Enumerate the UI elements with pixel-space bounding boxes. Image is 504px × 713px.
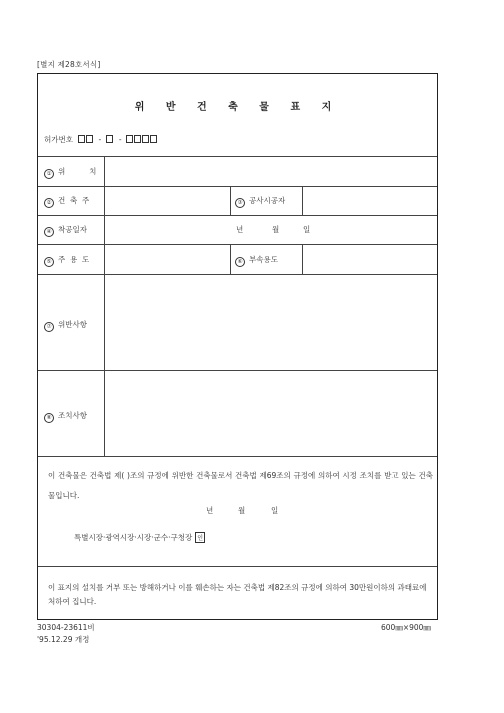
form-title: 위 반 건 축 물 표 지 bbox=[134, 102, 341, 113]
notice-day-unit: 일 bbox=[271, 506, 279, 515]
issuer bbox=[74, 532, 205, 543]
column-divider bbox=[230, 244, 231, 274]
violation-label bbox=[44, 319, 87, 332]
label-text: 주 용 도 bbox=[58, 255, 90, 264]
start-year-unit: 년 bbox=[236, 225, 244, 234]
permit-box bbox=[106, 135, 113, 143]
seal-mark: 인 bbox=[195, 532, 205, 543]
row-number: ⑤ bbox=[44, 257, 54, 267]
main-use-label bbox=[44, 254, 89, 267]
permit-dash: - bbox=[118, 135, 122, 144]
label-text: 착공일자 bbox=[58, 225, 87, 234]
row-number: ① bbox=[44, 169, 54, 179]
permit-box bbox=[86, 135, 93, 143]
violation-sign-form bbox=[37, 73, 438, 620]
owner-label bbox=[44, 195, 89, 208]
sign-size: 600㎜×900㎜ bbox=[381, 623, 431, 632]
violation-notice: 이 건축물은 건축법 제( )조의 규정에 위반한 건축물로서 건축법 제69조의 규정에 의하여 시정 조치를 받고 있는 건축물입니다. bbox=[48, 471, 433, 500]
row-divider bbox=[38, 244, 437, 245]
row-number: ④ bbox=[44, 227, 54, 237]
column-divider bbox=[104, 156, 105, 456]
label-text: 건 축 주 bbox=[58, 196, 90, 205]
column-divider bbox=[230, 186, 231, 215]
permit-box bbox=[150, 135, 157, 143]
contractor-label bbox=[235, 195, 285, 208]
permit-label: 허가번호 bbox=[44, 135, 73, 144]
row-divider bbox=[38, 370, 437, 371]
notice-month-unit: 월 bbox=[238, 506, 246, 515]
row-divider bbox=[38, 274, 437, 275]
start-date-label bbox=[44, 224, 87, 237]
measures-label bbox=[44, 410, 87, 423]
permit-number bbox=[44, 134, 158, 145]
label-text: 위반사항 bbox=[58, 320, 87, 329]
permit-box bbox=[142, 135, 149, 143]
permit-box bbox=[126, 135, 133, 143]
row-divider bbox=[38, 456, 437, 457]
row-divider bbox=[38, 156, 437, 157]
row-divider bbox=[38, 215, 437, 216]
form-code: 30304-23611비 bbox=[37, 623, 95, 632]
start-month-unit: 월 bbox=[272, 225, 280, 234]
permit-dash: - bbox=[98, 135, 102, 144]
row-divider bbox=[38, 566, 437, 567]
row-number: ② bbox=[44, 198, 54, 208]
label-text: 공사시공자 bbox=[249, 196, 286, 205]
form-label: [별지 제28호서식] bbox=[37, 60, 101, 69]
label-text: 부속용도 bbox=[249, 255, 278, 264]
label-text: 조치사항 bbox=[58, 411, 87, 420]
label-text: 위 치 bbox=[58, 167, 97, 176]
notice-year-unit: 년 bbox=[206, 506, 214, 515]
start-day-unit: 일 bbox=[303, 225, 311, 234]
row-number: ⑥ bbox=[235, 257, 245, 267]
penalty-notice: 이 표지의 설치를 거부 또는 방해하거나 이를 훼손하는 자는 건축법 제82조의 규정에 의하여 30만원이하의 과태료에 처하여 집니다. bbox=[48, 583, 427, 606]
permit-box bbox=[78, 135, 85, 143]
location-label bbox=[44, 166, 96, 179]
sub-use-label bbox=[235, 254, 278, 267]
column-divider bbox=[302, 244, 303, 274]
row-number: ⑧ bbox=[44, 413, 54, 423]
row-divider bbox=[38, 186, 437, 187]
revision-date: '95.12.29 개정 bbox=[37, 635, 90, 644]
issuer-name: 특별시장·광역시장·시장·군수·구청장 bbox=[74, 533, 193, 542]
row-number: ③ bbox=[235, 198, 245, 208]
column-divider bbox=[302, 186, 303, 215]
row-number: ⑦ bbox=[44, 322, 54, 332]
permit-box bbox=[134, 135, 141, 143]
